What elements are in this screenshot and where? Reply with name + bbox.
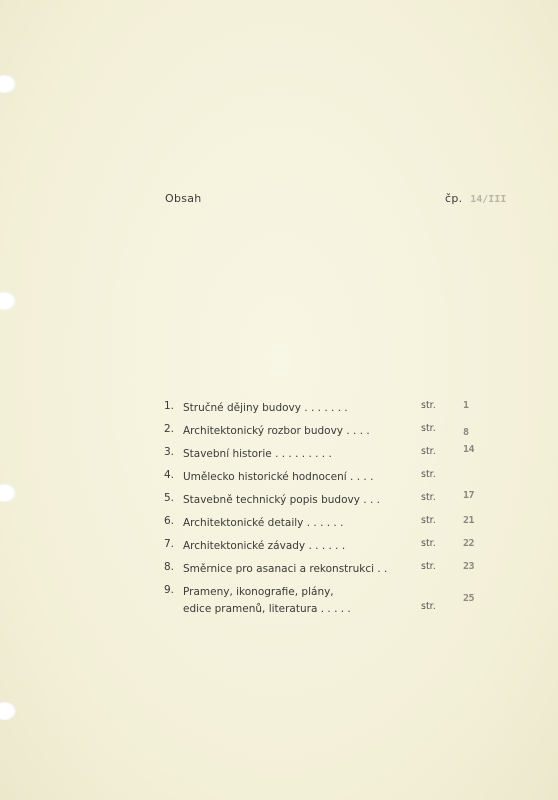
toc-entry-number: 3. [164, 446, 175, 458]
toc-entry-title-line: Umělecko historické hodnocení . . . . [183, 471, 374, 483]
toc-entry-str-label: str. [421, 446, 436, 457]
toc-entry-str-label: str. [421, 538, 436, 549]
toc-entry-title-line: Architektonické detaily . . . . . . [183, 517, 344, 529]
toc-entry-page-number: 1 [463, 400, 469, 411]
toc-entry-title [183, 515, 343, 532]
toc-entry-number: 9. [164, 584, 175, 596]
toc-entry-number: 2. [164, 423, 175, 435]
toc-entry-page-number: 17 [463, 490, 475, 501]
toc-entry-title-line: Prameny, ikonografie, plány, [183, 586, 334, 598]
toc-entry-str-label: str. [421, 561, 436, 572]
toc-entry-title-line: Architektonický rozbor budovy . . . . [183, 425, 370, 437]
toc-entry-title [183, 423, 370, 440]
toc-entry-number: 4. [164, 469, 175, 481]
toc-entry-title-line: Stručné dějiny budovy . . . . . . . [183, 402, 348, 414]
toc-entry-page-number: 8 [463, 427, 469, 438]
toc-entry-page-number: 21 [463, 515, 475, 526]
toc-entry-title [183, 492, 380, 509]
page-title: Obsah [165, 192, 202, 205]
toc-entry-title [183, 446, 332, 463]
toc-entry-title-line: Architektonické závady . . . . . . [183, 540, 346, 552]
toc-entry-page-number: 14 [463, 444, 475, 455]
toc-entry-number: 6. [164, 515, 175, 527]
reference-label: čp. [445, 192, 463, 205]
toc-entry-str-label: str. [421, 400, 436, 411]
toc-entry-title [183, 400, 348, 417]
toc-entry-page-number: 25 [463, 593, 475, 604]
reference-stamp: 14/III [470, 194, 507, 205]
toc-entry-title-line: edice pramenů, literatura . . . . . [183, 603, 351, 615]
toc-entry-title [183, 538, 345, 555]
toc-entry-page-number: 22 [463, 538, 475, 549]
toc-entry-page-number: 23 [463, 561, 475, 572]
toc-entry-title-line: Stavebně technický popis budovy . . . [183, 494, 380, 506]
toc-entry-title [183, 469, 373, 486]
toc-entry-title-line: Stavební historie . . . . . . . . . [183, 448, 332, 460]
toc-entry-str-label: str. [421, 423, 436, 434]
toc-entry-title [183, 561, 387, 578]
toc-entry-str-label: str. [421, 469, 436, 480]
toc-entry-title-line: Směrnice pro asanaci a rekonstrukci . . [183, 563, 388, 575]
toc-entry-number: 5. [164, 492, 175, 504]
toc-entry-title [183, 584, 351, 618]
toc-entry-number: 8. [164, 561, 175, 573]
toc-entry-str-label: str. [421, 492, 436, 503]
toc-entry-number: 1. [164, 400, 175, 412]
toc-entry-str-label: str. [421, 601, 436, 612]
toc-entry-str-label: str. [421, 515, 436, 526]
toc-entry-number: 7. [164, 538, 175, 550]
